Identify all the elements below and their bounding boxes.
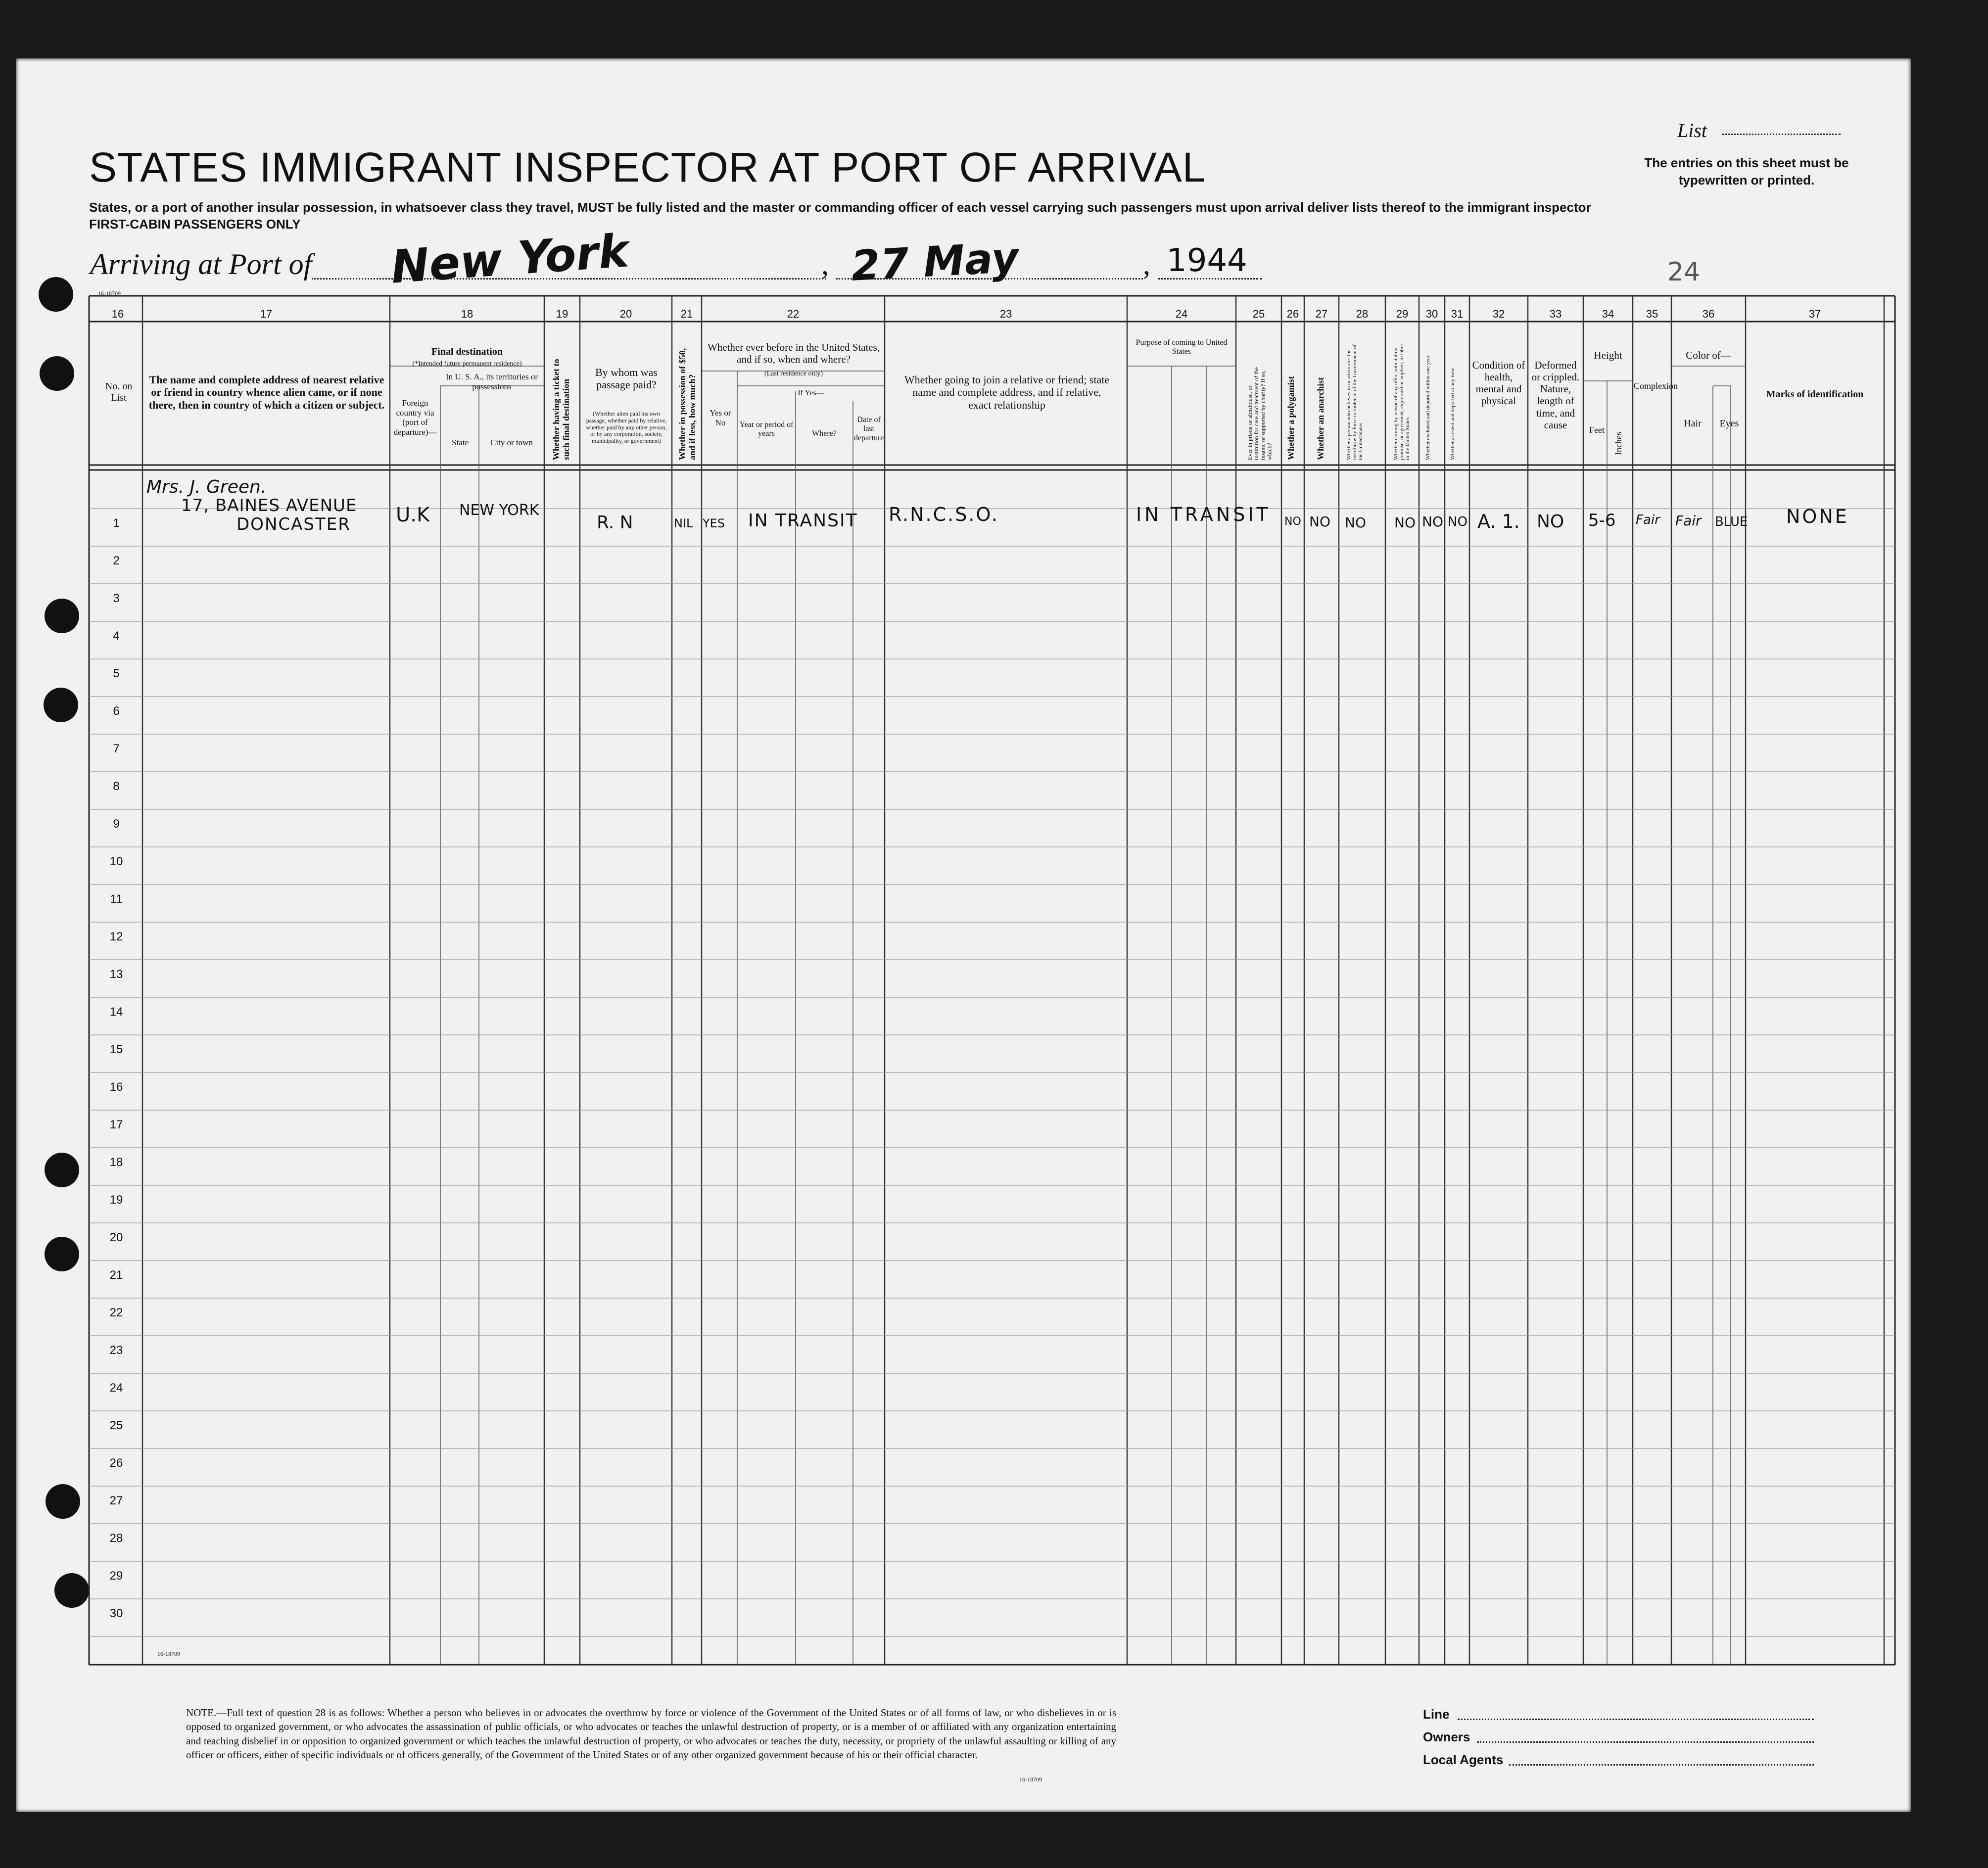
header-yes-no: Yes or No xyxy=(710,408,731,427)
owners-field xyxy=(1477,1730,1814,1743)
entry-passage-paid: R. N xyxy=(597,513,633,533)
entry-foreign-country: U.K xyxy=(396,504,430,526)
entry-marks: NONE xyxy=(1786,506,1849,527)
form-instruction: States, or a port of another insular possession, in whatsoever class they travel, MUST be fully listed and the master or commanding officer of each vessel carrying such passengers must upon arrival deliver lists thereof to the immigrant inspector xyxy=(89,200,1591,215)
row-number: 18 xyxy=(109,1156,123,1169)
entry-relative-city: DONCASTER xyxy=(237,514,351,534)
header-money: Whether in possession of $50, and if less, how much? xyxy=(677,348,697,460)
header-inches: Inches xyxy=(1613,432,1623,455)
header-q31: Whether arrested and deported at any time xyxy=(1450,368,1456,460)
header-passage-paid-note: (Whether alien paid his own passage, whether paid by relative, whether paid by any other person, or by any corporation, society, municipality, or government) xyxy=(586,410,667,445)
row-number: 15 xyxy=(109,1043,123,1056)
header-hair: Hair xyxy=(1684,418,1702,429)
col-num-28: 28 xyxy=(1356,308,1369,320)
col-num-21: 21 xyxy=(680,308,693,320)
row-number: 26 xyxy=(109,1456,123,1470)
header-city: City or town xyxy=(490,438,533,447)
row-number: 8 xyxy=(113,780,120,793)
agents-label: Local Agents xyxy=(1423,1752,1504,1767)
line-label: Line xyxy=(1423,1707,1450,1722)
comma: , xyxy=(821,248,829,280)
page-number: 24 xyxy=(1667,257,1701,287)
row-number: 21 xyxy=(109,1268,123,1282)
col-num-17: 17 xyxy=(260,308,273,320)
row-number: 7 xyxy=(113,742,120,755)
col-num-35: 35 xyxy=(1646,308,1658,320)
col-num-23: 23 xyxy=(999,308,1012,320)
line-field xyxy=(1458,1708,1814,1720)
entry-city: NEW YORK xyxy=(459,502,539,519)
entry-joining: R.N.C.S.O. xyxy=(889,504,999,525)
header-final-destination: Final destination xyxy=(431,346,503,357)
row-number: 9 xyxy=(113,817,120,831)
entry-polygamist: NO xyxy=(1284,515,1301,528)
col-num-32: 32 xyxy=(1492,308,1505,320)
entry-purpose: IN TRANSIT xyxy=(1136,504,1271,525)
header-no-on-list: No. on List xyxy=(105,381,133,403)
header-foreign-country: Foreign country via (port of departure)— xyxy=(393,398,437,437)
date-value: 27 May xyxy=(850,233,1020,290)
entry-money: NIL xyxy=(674,516,693,530)
header-passage-paid: By whom was passage paid? xyxy=(595,366,658,391)
col-num-33: 33 xyxy=(1549,308,1562,320)
header-state: State xyxy=(452,438,469,447)
header-if-yes: If Yes— xyxy=(798,389,824,397)
port-value: New York xyxy=(389,224,631,294)
col-num-22: 22 xyxy=(787,308,800,320)
col-num-31: 31 xyxy=(1451,308,1464,320)
owners-label: Owners xyxy=(1423,1729,1470,1744)
col-num-27: 27 xyxy=(1315,308,1328,320)
row-number: 22 xyxy=(109,1306,123,1319)
agents-field xyxy=(1509,1753,1814,1766)
col-num-25: 25 xyxy=(1252,308,1265,320)
form-code: 16-18709 xyxy=(157,1650,180,1657)
form-code: 16-18709 xyxy=(1019,1776,1042,1783)
entry-ever-before: YES xyxy=(703,516,725,530)
header-q30: Whether excluded and deported within one year xyxy=(1425,355,1431,460)
row-number: 28 xyxy=(109,1532,123,1545)
entry-hair: Fair xyxy=(1675,513,1702,529)
row-number: 3 xyxy=(113,592,120,605)
row-number: 19 xyxy=(109,1193,123,1207)
row-number: 1 xyxy=(113,516,120,530)
row-number: 25 xyxy=(109,1419,123,1432)
row-number: 30 xyxy=(109,1607,123,1620)
row-number: 29 xyxy=(109,1569,123,1583)
header-complexion: Complexion xyxy=(1634,381,1678,391)
col-num-34: 34 xyxy=(1602,308,1614,320)
entry-relative-address: 17, BAINES AVENUE xyxy=(181,496,357,515)
col-num-30: 30 xyxy=(1425,308,1438,320)
entry-health: A. 1. xyxy=(1477,511,1520,532)
header-deformed: Deformed or crippled. Nature, length of time, and cause xyxy=(1531,359,1580,431)
row-number: 23 xyxy=(109,1344,123,1357)
row-number: 11 xyxy=(110,892,123,906)
footer-note: NOTE.—Full text of question 28 is as follows: Whether a person who believes in or advocates the overthrow by force or violence of the Government of the United States or of all forms of law, or who disbelieves in or is opposed to organized government, or who advocates the assassination of public officials, or who advocates or teaches the unlawful destruction of property, or is a member of or affiliated with any organization entertaining and teaching disbelief in or opposition to organized government or which teaches the unlawful destruction of property, or who advocates or teaches the duty, necessity, or propriety of the unlawful assaulting or killing of any officer or officers, either of specific individuals or of officers generally, of the Government of the United States or of any other organized government because of his or their official character. xyxy=(186,1707,1116,1761)
arriving-label: Arriving at Port of xyxy=(90,248,312,280)
header-eyes: Eyes xyxy=(1719,418,1739,429)
row-number: 10 xyxy=(109,855,123,868)
entry-q30: NO xyxy=(1422,514,1443,530)
header-final-destination-note: (*Intended future permanent residence) xyxy=(412,360,522,368)
header-height: Height xyxy=(1594,349,1622,361)
col-num-16: 16 xyxy=(111,308,124,320)
header-color-of: Color of— xyxy=(1686,349,1731,361)
header-polygamist: Whether a polygamist xyxy=(1286,376,1296,460)
col-num-36: 36 xyxy=(1702,308,1715,320)
header-relative: The name and complete address of nearest relative or friend in country whence alien came, or if none there, then in country of which a citizen or subject. xyxy=(148,374,385,411)
header-marks: Marks of identification xyxy=(1766,389,1864,400)
row-number: 4 xyxy=(113,629,120,643)
row-number: 13 xyxy=(109,968,123,981)
col-num-37: 37 xyxy=(1808,308,1821,320)
row-number: 14 xyxy=(109,1005,123,1019)
col-num-26: 26 xyxy=(1286,308,1299,320)
list-label: List xyxy=(1677,119,1707,141)
row-number: 5 xyxy=(113,667,120,680)
row-number: 20 xyxy=(109,1231,123,1244)
cabin-class: FIRST-CABIN PASSENGERS ONLY xyxy=(89,217,301,232)
header-in-usa: In U. S. A., its territories or possessions xyxy=(445,372,538,391)
header-date-departure: Date of last departure xyxy=(854,416,884,442)
header-ticket: Whether having a ticket to such final destination xyxy=(551,359,571,460)
header-feet: Feet xyxy=(1589,425,1605,435)
row-number: 27 xyxy=(109,1494,123,1507)
col-num-19: 19 xyxy=(556,308,568,320)
row-number: 12 xyxy=(109,930,123,943)
comma: , xyxy=(1143,248,1150,280)
entry-complexion: Fair xyxy=(1636,513,1660,527)
row-number: 16 xyxy=(109,1080,123,1094)
entry-deformed: NO xyxy=(1537,512,1564,532)
entry-anarchist: NO xyxy=(1309,514,1330,530)
header-ever-before: Whether ever before in the United States, and if so, when and where? xyxy=(707,341,880,366)
entry-relative-name: Mrs. J. Green. xyxy=(146,477,267,497)
entry-where: IN TRANSIT xyxy=(748,511,858,531)
header-q28: Whether a person who believes in or advocates the overthrow by force or violence of the Government of the United States xyxy=(1346,344,1364,460)
entry-q31: NO xyxy=(1448,514,1467,529)
header-prison: Ever in prison or almshouse, or institution for care and treatment of the insane, or supported by charity? If so, which? xyxy=(1246,367,1273,460)
entry-q28: NO xyxy=(1345,514,1366,531)
header-years: Year or period of years xyxy=(739,420,794,438)
entry-q29: NO xyxy=(1394,514,1416,531)
header-last-residence: (Last residence only) xyxy=(764,370,823,377)
row-number: 6 xyxy=(113,704,120,718)
header-joining: Whether going to join a relative or friend; state name and complete address, and if relative, exact relationship xyxy=(904,374,1110,411)
year-value: 1944 xyxy=(1167,242,1247,279)
header-anarchist: Whether an anarchist xyxy=(1316,377,1325,460)
typewrite-note: The entries on this sheet must be typewritten or printed. xyxy=(1644,155,1849,188)
header-where: Where? xyxy=(812,429,837,438)
form-code: 16-18709 xyxy=(98,290,121,297)
header-health: Condition of health, mental and physical xyxy=(1472,359,1525,407)
col-num-24: 24 xyxy=(1175,308,1188,320)
col-num-29: 29 xyxy=(1396,308,1409,320)
form-title: STATES IMMIGRANT INSPECTOR AT PORT OF ARRIVAL xyxy=(89,144,1206,190)
header-q29: Whether coming by reason of any offer, solicitation, promise, or agreement, expressed or implied, to labor in the United States xyxy=(1393,343,1411,460)
row-number: 2 xyxy=(113,554,120,567)
entry-height: 5-6 xyxy=(1588,511,1616,530)
col-num-18: 18 xyxy=(461,308,473,320)
entry-eyes: BLUE xyxy=(1715,514,1748,529)
col-num-20: 20 xyxy=(619,308,632,320)
row-number: 24 xyxy=(109,1381,123,1395)
header-purpose: Purpose of coming to United States xyxy=(1136,338,1228,356)
row-number: 17 xyxy=(109,1118,123,1131)
